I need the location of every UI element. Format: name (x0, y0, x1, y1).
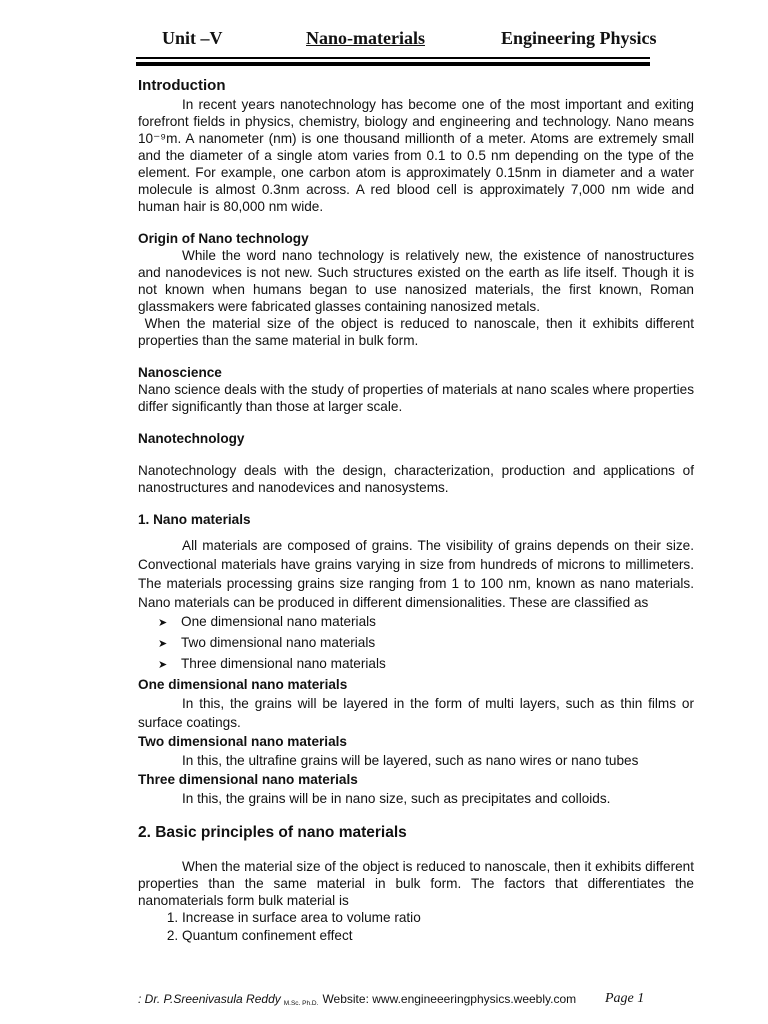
principles-list (138, 909, 694, 945)
origin-paragraph-2: When the material size of the object is reduced to nanoscale, then it exhibits different properties than the same material in bulk form. (138, 316, 695, 348)
one-dimensional-paragraph: In this, the grains will be layered in the form of multi layers, such as thin films or surface coatings. (138, 696, 694, 730)
origin-heading: Origin of Nano technology (138, 231, 309, 246)
dimensionality-list (138, 612, 694, 675)
two-dimensional-paragraph: In this, the ultrafine grains will be layered, such as nano wires or nano tubes (182, 753, 639, 768)
nanotechnology-heading: Nanotechnology (138, 431, 245, 446)
introduction-paragraph: In recent years nanotechnology has become one of the most important and exiting forefront fields in physics, chemistry, biology and engineering and technology. Nano means 10⁻⁹m. A nanometer (nm) is one thousand millionth of a meter. Atoms are extremely small and the diameter of a single atom varies from 0.1 to 0.5 nm depending on the type of the element. For example, one carbon atom is approximately 0.15nm in diameter and a water molecule is almost 0.3nm across. A red blood cell is approximately 7,000 nm wide and human hair is 80,000 nm wide. (138, 97, 694, 214)
list-item: ➤ One dimensional nano materials (158, 612, 694, 633)
two-dimensional-heading: Two dimensional nano materials (138, 734, 347, 749)
header-subject: Engineering Physics (501, 28, 657, 48)
header-topic: Nano-materials (306, 28, 425, 48)
arrowhead-bullet-icon: ➤ (158, 638, 168, 650)
list-item: ➤ Two dimensional nano materials (158, 633, 694, 654)
footer-website: Website: www.engineeeringphysics.weebly.com (322, 992, 577, 1006)
principles-heading: 2. Basic principles of nano materials (138, 824, 407, 841)
nanotechnology-paragraph: Nanotechnology deals with the design, characterization, production and applications of nanostructures and nanodevices and nanosystems. (138, 463, 694, 495)
origin-paragraph: While the word nano technology is relatively new, the existence of nanostructures and nanodevices is not new. Such structures existed on the earth as life itself. Though it is not known when humans began to use nanosized materials, the first known, Roman glassmakers were fabricated glasses containing nanosized metals. (138, 248, 694, 314)
page-footer (138, 992, 678, 1012)
one-dimensional-heading: One dimensional nano materials (138, 677, 348, 692)
header-rule-thick (136, 62, 650, 66)
arrowhead-bullet-icon: ➤ (158, 617, 168, 629)
nanoscience-paragraph: Nano science deals with the study of properties of materials at nano scales where properties differ significantly than those at larger scale. (138, 382, 694, 414)
footer-author: : Dr. P.Sreenivasula Reddy (138, 992, 281, 1006)
list-item: ➤ Three dimensional nano materials (158, 654, 694, 675)
three-dimensional-paragraph: In this, the grains will be in nano size, such as precipitates and colloids. (182, 791, 611, 806)
nano-materials-paragraph: All materials are composed of grains. The visibility of grains depends on their size. Convectional materials have grains varying in size from hundreds of microns to millimeters. The materials processing grains size ranging from 1 to 100 nm, known as nano materials. Nano materials can be produced in different dimensionalities. These are classified as (138, 538, 694, 610)
three-dimensional-heading: Three dimensional nano materials (138, 772, 358, 787)
list-item: 1. Increase in surface area to volume ratio (182, 909, 694, 927)
header-rule-thin (136, 57, 650, 59)
introduction-heading: Introduction (138, 77, 226, 94)
page-header (0, 28, 768, 52)
nano-materials-heading: 1. Nano materials (138, 512, 251, 527)
footer-degree: M.Sc. Ph.D. (283, 1000, 319, 1007)
header-unit: Unit –V (162, 28, 223, 48)
page-number: Page 1 (605, 991, 645, 1006)
principles-paragraph: When the material size of the object is reduced to nanoscale, then it exhibits different properties than the same material in bulk form. The factors that differentiates the nanomaterials form bulk material is (138, 859, 694, 908)
document-body (138, 75, 694, 945)
nanoscience-heading: Nanoscience (138, 365, 222, 380)
list-item: 2. Quantum confinement effect (182, 927, 694, 945)
arrowhead-bullet-icon: ➤ (158, 659, 168, 671)
